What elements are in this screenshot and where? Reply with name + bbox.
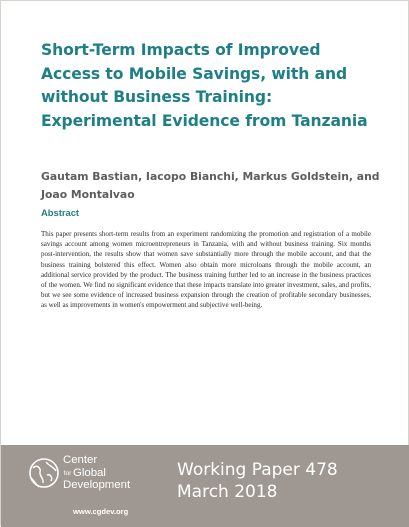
logo-line-development: Development bbox=[63, 479, 131, 492]
logo-line-global: Global bbox=[73, 466, 106, 479]
paper-title: Short-Term Impacts of Improved Access to Mobile Savings, with and without Business Training: Experimental Evidence from Tanzania bbox=[41, 41, 368, 130]
org-url-text: www.cgdev.org bbox=[73, 507, 129, 516]
abstract-heading: Abstract bbox=[41, 207, 80, 218]
working-paper-number: Working Paper 478 bbox=[177, 460, 338, 480]
logo-line-center: Center bbox=[63, 454, 98, 466]
globe-logo-icon bbox=[27, 456, 61, 490]
working-paper-info bbox=[177, 459, 338, 503]
paper-authors: Gautam Bastian, Iacopo Bianchi, Markus Goldstein, and Joao Montalvao bbox=[41, 170, 380, 201]
abstract-body: This paper presents short-term results from an experiment randomizing the promotion and registration of a mobile savings account among women microentrepreneurs in Tanzania, with and without business training. Six months post-intervention, the results show that women save substantially more through the mobile account, and that the business training bolstered this effect. Women also obtain more microloans through the mobile account, an additional service provided by the product. The business training further led to an increase in the business practices of the women. We find no significant evidence that these impacts translate into greater investment, sales, and profits, but we see some evidence of increased business expansion through the creation of profitable secondary businesses, as well as improvements in women's empowerment and subjective well-being. bbox=[41, 230, 371, 310]
logo-wordmark bbox=[63, 454, 130, 492]
publication-date: March 2018 bbox=[177, 482, 278, 502]
logo-line-for: for bbox=[63, 469, 72, 477]
cgd-logo bbox=[27, 454, 157, 520]
